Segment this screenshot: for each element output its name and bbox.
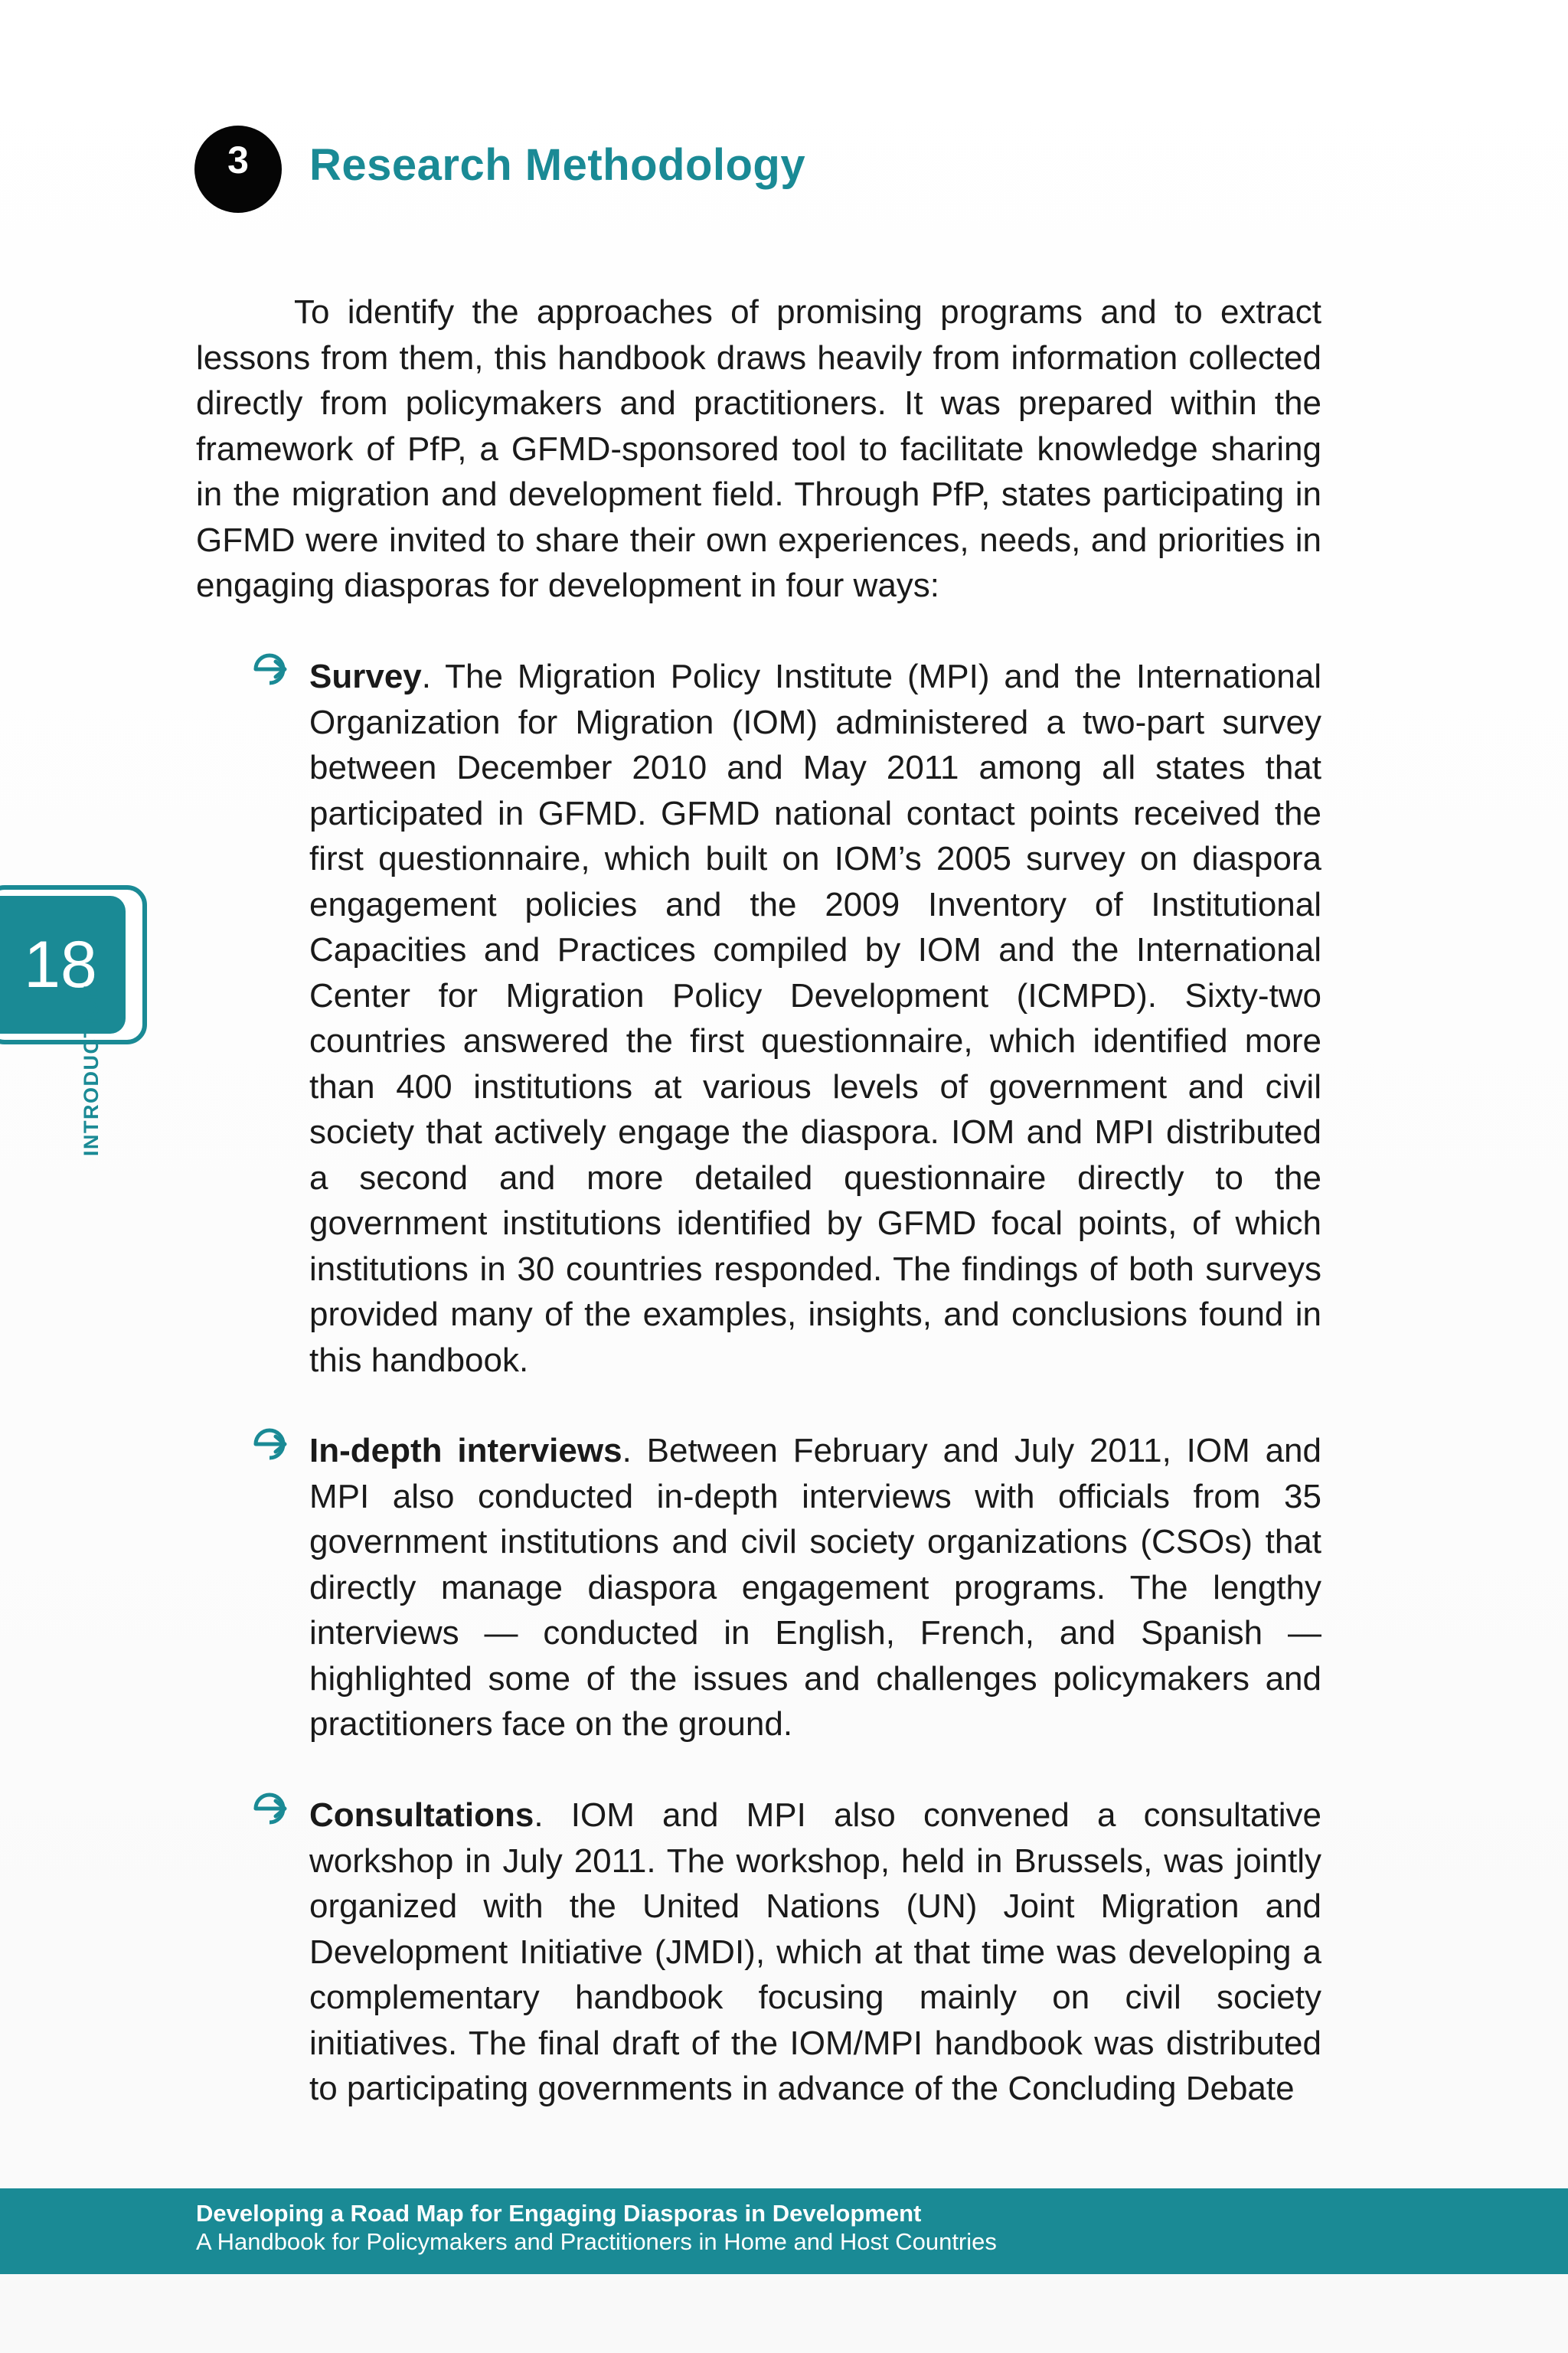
section-title: Research Methodology <box>309 140 806 190</box>
bullet-term: In-depth interviews <box>309 1432 622 1469</box>
intro-paragraph: To identify the approaches of promising programs and to extract lessons from them, this handbook draws heavily from information collected directly from policymakers and practitioners. It was prepared within the framework of PfP, a GFMD-sponsored tool to facilitate knowledge sharing in the migration and development field. Through PfP, states participating in GFMD were invited to share their own experiences, needs, and priorities in engaging diasporas for development in four ways: <box>196 293 1321 604</box>
bullet-text: . IOM and MPI also convened a consultative workshop in July 2011. The workshop, held in Brussels, was jointly organized with the United Nations (UN) Joint Migration and Development Initiative (JMDI), which at that time was developing a complementary handbook focusing mainly on civil society initiatives. The final draft of the IOM/MPI handbook was distributed to participating governments in advance of the Concluding Debate <box>309 1796 1321 2107</box>
bullet-term: Survey <box>309 658 422 695</box>
arrow-right-icon <box>253 1427 291 1461</box>
bullet-text: . The Migration Policy Institute (MPI) and the International Organization for Migration (IOM) administered a two-part survey between December 2010 and May 2011 among all states that participated in GFMD. GFMD national contact points received the first questionnaire, which built on IOM’s 2005 survey on diaspora engagement policies and the 2009 Inventory of Institutional Capacities and Practices compiled by IOM and the International Center for Migration Policy Development (ICMPD). Sixty-two countries answered the first questionnaire, which identified more than 400 institutions at various levels of government and civil society that actively engage the diaspora. IOM and MPI distributed a second and more detailed questionnaire directly to the government institutions identified by GFMD focal points, of which institutions in 30 countries responded. The findings of both surveys provided many of the examples, insights, and conclusions found in this handbook. <box>309 658 1321 1379</box>
arrow-right-icon <box>253 652 291 686</box>
page-number-tab <box>0 885 147 1044</box>
bullet-survey <box>309 654 1321 1383</box>
footer-title: Developing a Road Map for Engaging Diasporas in Development <box>196 2200 922 2227</box>
section-label: INTRODUCTION <box>80 984 103 1156</box>
bullet-interviews <box>309 1428 1321 1747</box>
bullet-term: Consultations <box>309 1796 534 1834</box>
section-number-badge <box>194 126 282 213</box>
arrow-right-icon <box>253 1792 291 1825</box>
section-number: 3 <box>227 139 249 181</box>
page-number: 18 <box>0 896 126 1034</box>
footer-subtitle: A Handbook for Policymakers and Practitioners in Home and Host Countries <box>196 2228 997 2255</box>
bullet-text: . Between February and July 2011, IOM and MPI also conducted in-depth interviews with officials from 35 government institutions and civil society organizations (CSOs) that directly manage diaspora engagement programs. The lengthy interviews — conducted in English, French, and Spanish — highlighted some of the issues and challenges policymakers and practitioners face on the ground. <box>309 1432 1321 1743</box>
bullet-consultations <box>309 1793 1321 2112</box>
